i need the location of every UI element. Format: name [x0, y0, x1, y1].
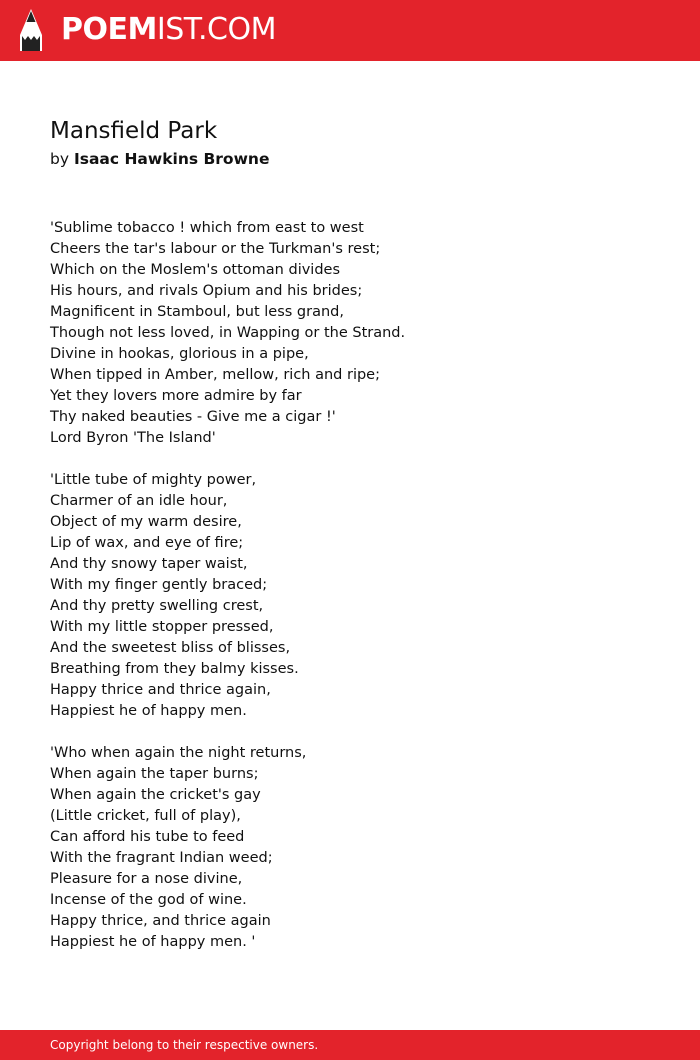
copyright-text: Copyright belong to their respective owners.: [50, 1038, 319, 1052]
poem-line: Happy thrice, and thrice again: [50, 913, 271, 929]
logo-light-text: IST.COM: [156, 12, 276, 47]
poem-line: Divine in hookas, glorious in a pipe,: [50, 346, 309, 362]
logo-bold-text: POEM: [61, 12, 157, 47]
site-logo[interactable]: [61, 12, 276, 48]
poem-stanza: [50, 218, 670, 449]
poem-line: Yet they lovers more admire by far: [50, 388, 302, 404]
poem-line: Which on the Moslem's ottoman divides: [50, 262, 341, 278]
pencil-tip-icon[interactable]: [18, 9, 44, 51]
poem-line: Pleasure for a nose divine,: [50, 871, 243, 887]
poem-line: Cheers the tar's labour or the Turkman's rest;: [50, 241, 381, 257]
poem-line: When tipped in Amber, mellow, rich and ripe;: [50, 367, 380, 383]
poem-line: Thy naked beauties - Give me a cigar !': [50, 409, 336, 425]
poem-line: Magnificent in Stamboul, but less grand,: [50, 304, 344, 320]
poem-line: With my little stopper pressed,: [50, 619, 274, 635]
poem-line: Can afford his tube to feed: [50, 829, 245, 845]
poem-line: And thy snowy taper waist,: [50, 556, 248, 572]
poem-line: 'Who when again the night returns,: [50, 745, 307, 761]
byline-prefix: by: [50, 150, 70, 168]
site-header: [0, 0, 700, 61]
poem-line: Lip of wax, and eye of fire;: [50, 535, 244, 551]
poem-line: Though not less loved, in Wapping or the Strand.: [50, 325, 406, 341]
poem-line: Happiest he of happy men. ': [50, 934, 256, 950]
poem-line: With my finger gently braced;: [50, 577, 268, 593]
author-name: Isaac Hawkins Browne: [73, 150, 270, 168]
poem-line: With the fragrant Indian weed;: [50, 850, 273, 866]
poem-line: Charmer of an idle hour,: [50, 493, 228, 509]
poem-line: And thy pretty swelling crest,: [50, 598, 264, 614]
poem-line: Happy thrice and thrice again,: [50, 682, 271, 698]
poem-line: Lord Byron 'The Island': [50, 430, 216, 446]
poem-title: Mansfield Park: [50, 118, 218, 144]
poem-line: (Little cricket, full of play),: [50, 808, 241, 824]
poem-stanza: [50, 470, 670, 722]
poem-body: [50, 218, 670, 974]
site-footer: [0, 1030, 700, 1060]
poem-line: 'Sublime tobacco ! which from east to west: [50, 220, 364, 236]
poem-line: Happiest he of happy men.: [50, 703, 247, 719]
byline: [50, 149, 269, 169]
poem-line: Object of my warm desire,: [50, 514, 242, 530]
poem-line: When again the cricket's gay: [50, 787, 261, 803]
poem-line: Breathing from they balmy kisses.: [50, 661, 299, 677]
poem-line: Incense of the god of wine.: [50, 892, 247, 908]
poem-line: And the sweetest bliss of blisses,: [50, 640, 291, 656]
poem-line: 'Little tube of mighty power,: [50, 472, 257, 488]
poem-line: His hours, and rivals Opium and his brides;: [50, 283, 363, 299]
poem-stanza: [50, 743, 670, 953]
poem-line: When again the taper burns;: [50, 766, 259, 782]
